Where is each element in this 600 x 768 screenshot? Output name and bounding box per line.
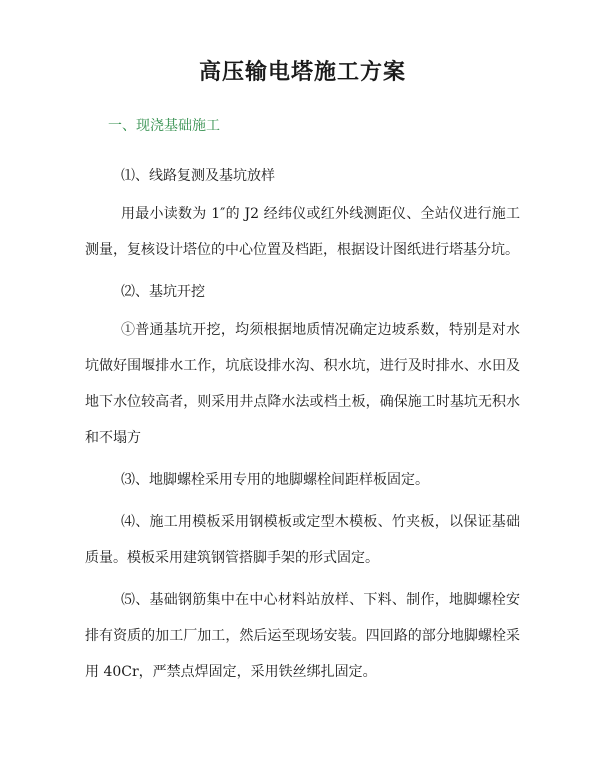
- subheading-excavation: ⑵、基坑开挖: [121, 284, 205, 300]
- paragraph-rebar: ⑸、基础钢筋集中在中心材料站放样、下料、制作，地脚螺栓安排有资质的加工厂加工，然后运至现场安装。四回路的部分地脚螺栓采用 40Cr，严禁点焊固定，采用铁丝绑扎固定。: [85, 592, 520, 680]
- paragraph-anchor-bolts: ⑶、地脚螺栓采用专用的地脚螺栓间距样板固定。: [121, 472, 429, 488]
- page-title: 高压输电塔施工方案: [198, 59, 406, 85]
- paragraph-excavation: ①普通基坑开挖，均须根据地质情况确定边坡系数，特别是对水坑做好围堰排水工作，坑底设排水沟、积水坑，进行及时排水、水田及地下水位较高者，则采用井点降水法或档土板，确保施工时基坑无积水和不塌方: [85, 322, 520, 446]
- subheading-survey: ⑴、线路复测及基坑放样: [121, 168, 275, 184]
- paragraph-formwork: ⑷、施工用模板采用钢模板或定型木模板、竹夹板，以保证基础质量。模板采用建筑钢管搭脚手架的形式固定。: [85, 514, 520, 566]
- section-heading: 一、现浇基础施工: [108, 118, 220, 134]
- paragraph-survey: 用最小读数为 1″的 J2 经纬仪或红外线测距仪、全站仪进行施工测量，复核设计塔位的中心位置及档距，根据设计图纸进行塔基分坑。: [85, 206, 520, 258]
